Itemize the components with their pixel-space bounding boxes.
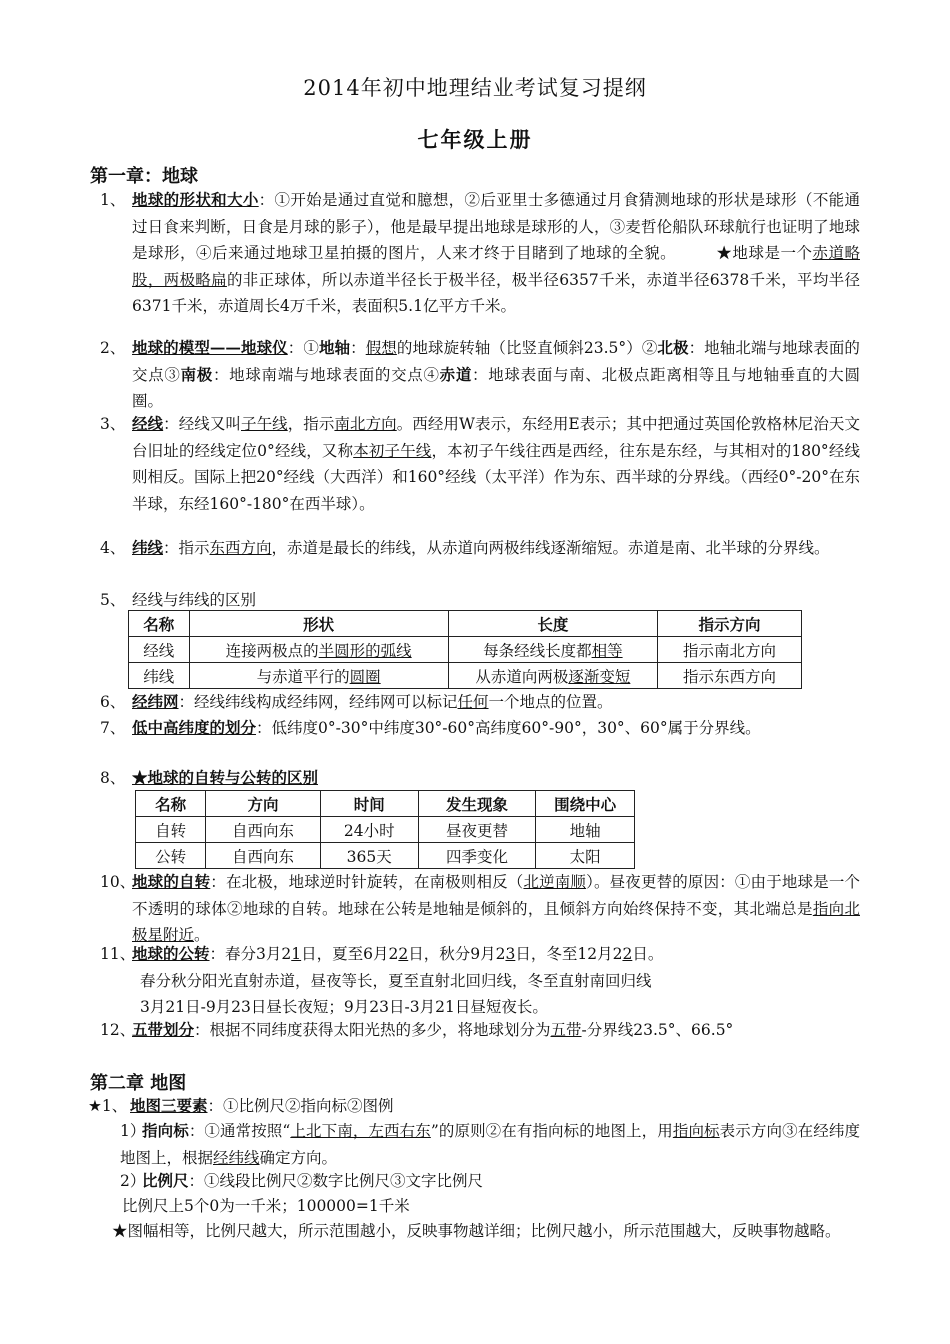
item-underlined: 指向标 [672, 1122, 720, 1140]
document-subtitle: 七年级上册 [417, 127, 533, 152]
item-underlined: 2 [622, 945, 633, 963]
item-label: 纬线 [132, 538, 164, 557]
item-underlined: 1 [291, 945, 302, 963]
table-header: 发生现象 [418, 791, 535, 817]
item-underlined: 子午线 [241, 415, 288, 433]
item-text: 表示方向③在经纬度地图上，根据 [120, 1122, 860, 1167]
cell-text: 每条经线长度都 [483, 641, 592, 660]
table-header: 时间 [320, 791, 418, 817]
item-number: 8、 [100, 769, 126, 787]
item-text: 日，冬至12月2 [515, 945, 623, 963]
item-number: 3、 [100, 415, 126, 433]
item-text: ：①通常按照“ [188, 1122, 291, 1140]
table-row [136, 817, 635, 843]
chapter-2-heading: 第二章 地图 [90, 1073, 187, 1094]
cell-underlined: 逐渐变短 [568, 667, 631, 686]
item-12 [100, 1017, 860, 1044]
table-cell: 公转 [136, 843, 206, 869]
table-header: 围绕中心 [536, 791, 635, 817]
item-underlined: 本初子午线 [353, 441, 432, 460]
item-bold: 北极 [657, 338, 689, 357]
item-label: 地球的公转 [132, 944, 210, 963]
table-cell: 昼夜更替 [418, 817, 535, 843]
item-text: -分界线23.5°、66.5° [581, 1021, 734, 1039]
table-cell: 自西向东 [206, 843, 321, 869]
item-text: ★图幅相等，比例尺越大，所示范围越小，反映事物越详细；比例尺越小，所示范围越大，反映事物越略。 [112, 1222, 841, 1240]
table-cell: 自西向东 [206, 817, 321, 843]
ch2-point-1 [120, 1118, 860, 1171]
item-text: 的地球旋转轴（比竖直倾斜23.5°）② [396, 339, 658, 357]
item-underlined: 指向北极星附近 [132, 899, 860, 944]
item-underlined: 东西方向 [209, 539, 272, 557]
item-bold: 赤道 [439, 364, 473, 384]
item-text-line: 3月21日-9月23日昼长夜短；9月23日-3月21日昼短夜长。 [140, 998, 548, 1016]
cell-text: 连接两极点的 [225, 641, 319, 660]
cell-underlined: 圆圈 [349, 667, 381, 686]
cell-underlined: 相等 [591, 641, 623, 660]
item-text: 。 [194, 926, 210, 944]
table-cell: 四季变化 [418, 843, 535, 869]
item-text: ：春分3月2 [209, 945, 292, 963]
table-header: 形状 [189, 611, 448, 637]
item-number: 1、 [100, 191, 126, 209]
item-2 [100, 335, 860, 415]
item-text: ：经线纬线构成经纬网，经纬网可以标记 [178, 693, 458, 711]
ch2-point-2 [120, 1168, 860, 1195]
table-cell [448, 637, 657, 663]
item-underlined: 上北下南，左西右东 [290, 1122, 431, 1140]
table-cell: 太阳 [536, 843, 635, 869]
item-text: ，本初子午线往西是西经，往东是东经，与其相对的180°经线则相反。国际上把20°经线（大西洋）和160°经线（太平洋）作为东、西半球的分界线。（西经0°-20°在东半球，东经160°-180°在西半球）。 [132, 441, 860, 513]
table-header: 方向 [206, 791, 321, 817]
item-underlined: 假想 [365, 339, 397, 357]
item-number: 6、 [100, 693, 126, 711]
table-cell: 经线 [129, 637, 190, 663]
table-cell [189, 637, 448, 663]
item-label: 经纬网 [132, 692, 179, 711]
item-text: ：地球南端与地球表面的交点④ [212, 365, 440, 384]
item-text: ：①开始是通过直觉和臆想，②后亚里士多德通过月食猜测地球的形状是球形（不能通过日食来判断，日食是月球的影子），他是最早提出地球是球形的人，③麦哲伦船队环球航行也证明了地球是球形，④后来通过地球卫星拍摄的图片，人来才终于目睹到了地球的全貌。 ★地球是一个 [132, 191, 860, 262]
item-number: 12、 [100, 1021, 136, 1039]
item-text: ：低纬度0°-30°中纬度30°-60°高纬度60°-90°，30°、60°属于分界线。 [256, 719, 761, 737]
table-cell [448, 663, 657, 689]
item-underlined: 赤道略股，两极略扁 [132, 244, 860, 289]
item-label: ★地球的自转与公转的区别 [132, 768, 319, 787]
item-text: 日，秋分9月2 [408, 945, 506, 963]
item-6 [100, 689, 860, 716]
item-bold: 地轴 [318, 338, 351, 357]
table-cell: 纬线 [129, 663, 190, 689]
item-number: 2） [120, 1172, 146, 1190]
item-underlined: 五带 [550, 1021, 582, 1039]
table-cell: 指示东西方向 [658, 663, 802, 689]
item-text: ：经线又叫 [163, 415, 241, 433]
item-bold: 南极 [180, 364, 213, 384]
item-number: 11、 [100, 945, 136, 963]
item-text: 日，夏至6月2 [301, 945, 399, 963]
table-cell: 地轴 [536, 817, 635, 843]
cell-underlined: 半圆形的弧线 [318, 641, 412, 660]
item-number: 10、 [100, 873, 136, 891]
item-underlined: 任何 [457, 693, 489, 711]
item-text: 确定方向。 [259, 1148, 338, 1167]
cell-text: 与赤道平行的 [256, 667, 350, 686]
item-8 [100, 765, 860, 792]
ch2-point-3 [122, 1193, 860, 1220]
table-cell: 24小时 [320, 817, 418, 843]
item-11 [100, 941, 860, 1021]
item-number: 1） [120, 1122, 146, 1140]
item-underlined: 2 [398, 945, 409, 963]
item-number: 4、 [100, 539, 126, 557]
chapter-1-heading: 第一章：地球 [90, 166, 198, 187]
item-label: 地图三要素 [130, 1096, 208, 1115]
table-cell: 指示南北方向 [658, 637, 802, 663]
table-header: 长度 [448, 611, 657, 637]
item-text: 一个地点的位置。 [488, 693, 613, 711]
item-underlined: 南北方向 [334, 415, 397, 433]
item-1 [100, 187, 860, 320]
table-cell [189, 663, 448, 689]
table-cell: 365天 [320, 843, 418, 869]
table-row [129, 663, 802, 689]
item-text: ”的原则②在有指向标的地图上，用 [430, 1122, 673, 1140]
item-text: ，赤道是最长的纬线，从赤道向两极纬线逐渐缩短。赤道是南、北半球的分界线。 [271, 539, 830, 557]
item-text: ）。昼夜更替的原因：①由于地球是一个不透明的球体②地球的自转。地球在公转是地轴是倾斜的，且倾斜方向始终保持不变，其北端总是 [132, 873, 860, 918]
item-label: 地球的形状和大小 [132, 190, 259, 209]
item-number: 7、 [100, 719, 126, 737]
item-text: ：地球表面与南、北极点距离相等且与地轴垂直的大圆圈。 [132, 365, 860, 410]
item-label: 五带划分 [132, 1020, 195, 1039]
item-label: 比例尺 [142, 1171, 189, 1190]
item-underlined: 经纬线 [213, 1148, 260, 1167]
item-number: 2、 [100, 339, 126, 357]
meridian-parallel-table [128, 610, 802, 689]
item-10 [100, 869, 860, 949]
item-label: 低中高纬度的划分 [132, 718, 257, 737]
item-text: ：地轴北端与地球表面的交点③ [132, 339, 860, 384]
item-text: ：①比例尺②指向标②图例 [207, 1097, 394, 1115]
table-header: 名称 [129, 611, 190, 637]
ch2-item-1 [88, 1093, 860, 1120]
item-text: ：①线段比例尺②数字比例尺③文字比例尺 [188, 1172, 484, 1190]
item-3 [100, 411, 860, 517]
item-underlined: 3 [505, 945, 516, 963]
item-text: ：指示 [163, 539, 210, 557]
item-label: 指向标 [142, 1121, 189, 1140]
item-text: 比例尺上5个0为一千米；100000=1千米 [122, 1197, 410, 1215]
table-row [129, 637, 802, 663]
item-label: 经线 [132, 414, 164, 433]
cell-text: 从赤道向两极 [475, 667, 569, 686]
table-row [136, 843, 635, 869]
item-text: ：根据不同纬度获得太阳光热的多少，将地球划分为 [194, 1021, 551, 1039]
item-text: 经线与纬线的区别 [132, 591, 257, 609]
item-number: 5、 [100, 591, 126, 609]
item-label: 地球的模型——地球仪 [132, 338, 288, 357]
item-text: 。西经用W表示，东经用E表示；其中把通过英国伦敦格林尼治天文台旧址的经线定位0°经线，又称 [132, 415, 860, 460]
item-text: ： [350, 339, 366, 357]
rotation-revolution-table [135, 790, 635, 869]
ch2-point-4 [112, 1218, 860, 1245]
item-text: 的非正球体，所以赤道半径长于极半径，极半径6357千米，赤道半径6378千米，平均半径6371千米，赤道周长4万千米，表面积5.1亿平方千米。 [132, 270, 860, 315]
table-cell: 自转 [136, 817, 206, 843]
item-4 [100, 535, 860, 562]
table-header: 名称 [136, 791, 206, 817]
item-underlined: 北逆南顺 [523, 873, 587, 891]
item-text-line: 春分秋分阳光直射赤道，昼夜等长，夏至直射北回归线，冬至直射南回归线 [140, 971, 652, 990]
item-7 [100, 715, 860, 742]
item-text: ，指示 [287, 415, 335, 433]
item-label: 地球的自转 [132, 872, 211, 891]
table-header: 指示方向 [658, 611, 802, 637]
item-number: ★1、 [88, 1097, 128, 1115]
item-text: 日。 [632, 945, 664, 963]
document-title: 2014年初中地理结业考试复习提纲 [303, 76, 647, 100]
item-text: ：在北极，地球逆时针旋转，在南极则相反（ [210, 873, 524, 891]
item-text: ：① [287, 339, 319, 357]
